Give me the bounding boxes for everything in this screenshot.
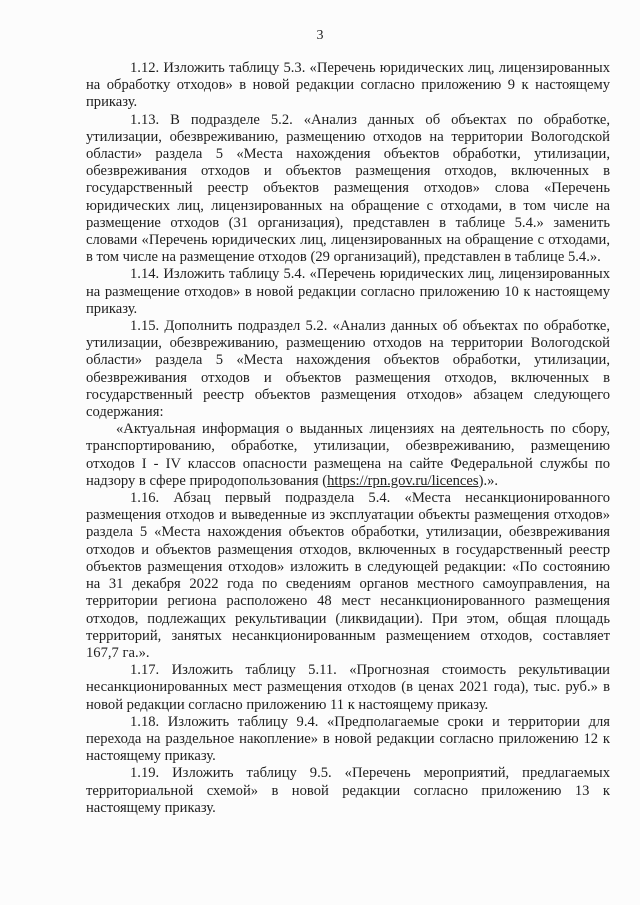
licences-link[interactable]: https://rpn.gov.ru/licences xyxy=(327,472,479,489)
paragraph-1-17: 1.17. Изложить таблицу 5.11. «Прогнозная стоимость рекультивации несанкционированных мест размещения отходов (в ценах 2021 года), тыс. руб.» в новой редакции согласно приложению 11 к настоящему приказу. xyxy=(86,662,610,713)
page-number: 3 xyxy=(316,28,324,43)
paragraph-1-14: 1.14. Изложить таблицу 5.4. «Перечень юридических лиц, лицензированных на размещение отходов» в новой редакции согласно приложению 10 к настоящему приказу. xyxy=(86,266,610,317)
quote-text: «Актуальная информация о выданных лицензиях на деятельность по сбору, транспортированию, обработке, утилизации, обезвреживанию, размещению отходов I - IV классов опасности размещена на сайте Федеральной службы по надзору в сфере природопользования ( xyxy=(86,421,610,489)
quote-text-end: ).». xyxy=(478,472,499,489)
quoted-paragraph xyxy=(86,421,610,490)
paragraph-1-18: 1.18. Изложить таблицу 9.4. «Предполагаемые сроки и территории для перехода на раздельное накопление» в новой редакции согласно приложению 12 к настоящему приказу. xyxy=(86,713,610,765)
paragraph-1-15: 1.15. Дополнить подраздел 5.2. «Анализ данных об объектах по обработке, утилизации, обезвреживанию, размещению отходов на территории Вологодской области» раздела 5 «Места нахождения объектов обработки, утилизации, обезвреживания отходов и объектов размещения отходов, включенных в государственный реестр объектов размещения отходов» абзацем следующего содержания: xyxy=(86,318,610,421)
document-body xyxy=(86,60,610,817)
paragraph-1-16: 1.16. Абзац первый подраздела 5.4. «Места несанкционированного размещения отходов и выведенные из эксплуатации объекты размещения отходов» раздела 5 «Места нахождения объектов обработки, утилизации, обезвреживания отходов и объектов размещения отходов, включенных в государственный реестр объектов размещения отходов» изложить в следующей редакции: «По состоянию на 31 декабря 2022 года по сведениям органов местного самоуправления, на территории региона расположено 48 мест несанкционированного размещения отходов, подлежащих рекультивации (ликвидации). При этом, общая площадь территорий, занятых несанкционированным размещением отходов, составляет 167,7 га.». xyxy=(86,490,610,661)
paragraph-1-13: 1.13. В подразделе 5.2. «Анализ данных об объектах по обработке, утилизации, обезвреживанию, размещению отходов на территории Вологодской области» раздела 5 «Места нахождения объектов обработки, утилизации, обезвреживания отходов и объектов размещения отходов, включенных в государственный реестр объектов размещения отходов» слова «Перечень юридических лиц, лицензированных на обращение с отходами, в том числе на размещение отходов (31 организация), представлен в таблице 5.4.» заменить словами «Перечень юридических лиц, лицензированных на обращение с отходами, в том числе на размещение отходов (29 организаций), представлен в таблице 5.4.». xyxy=(86,111,610,266)
paragraph-1-12: 1.12. Изложить таблицу 5.3. «Перечень юридических лиц, лицензированных на обработку отходов» в новой редакции согласно приложению 9 к настоящему приказу. xyxy=(86,60,610,111)
paragraph-1-19: 1.19. Изложить таблицу 9.5. «Перечень мероприятий, предлагаемых территориальной схемой» в новой редакции согласно приложению 13 к настоящему приказу. xyxy=(86,765,610,816)
